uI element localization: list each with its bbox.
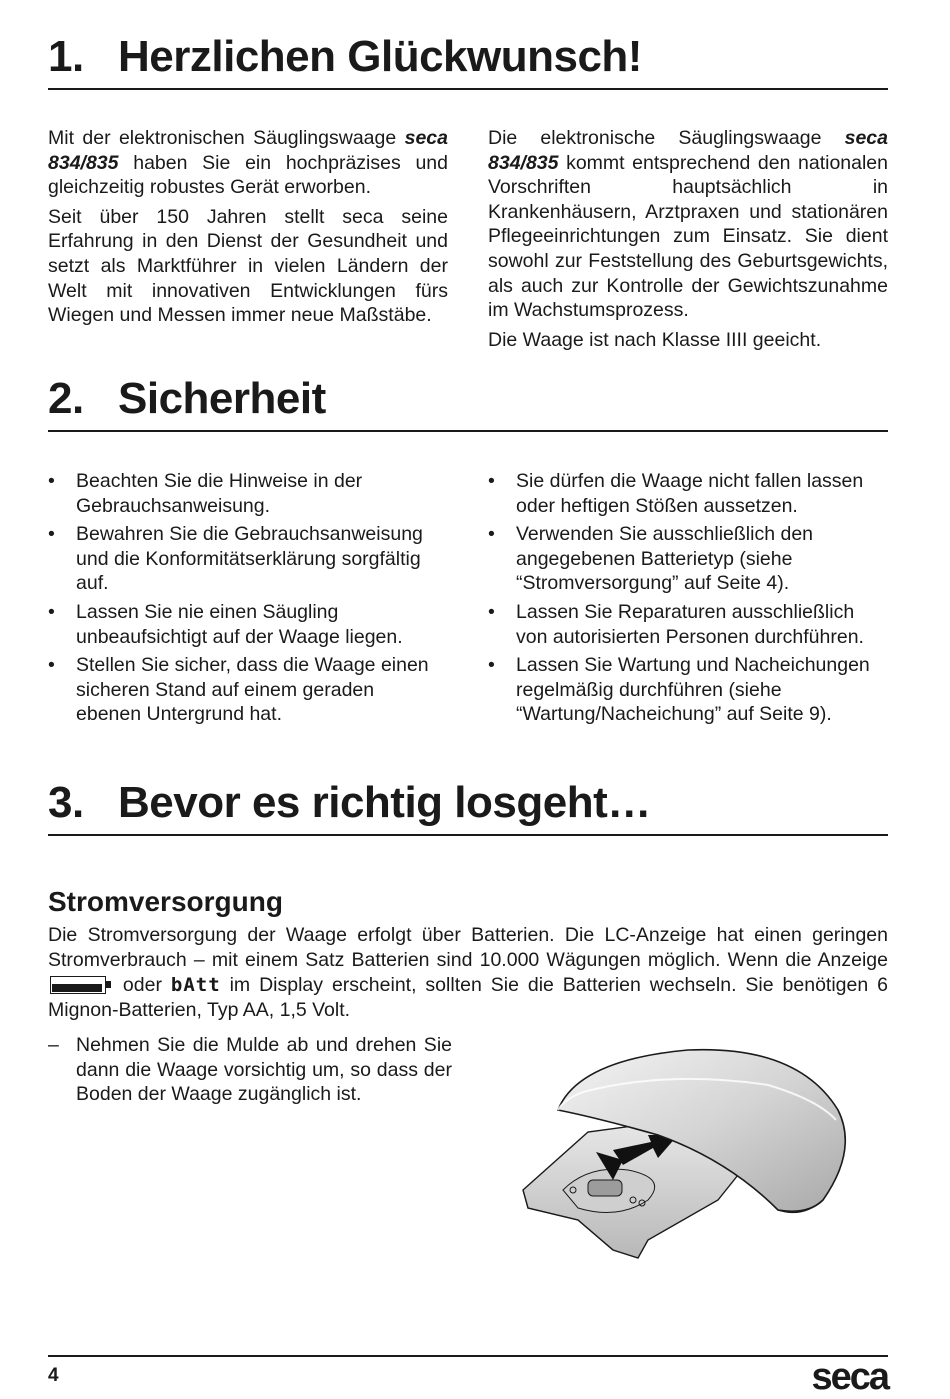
list-item <box>48 469 444 518</box>
list-item <box>48 653 444 727</box>
section-3-rule <box>48 834 888 836</box>
section-1-heading <box>48 32 888 82</box>
list-item-text: Lassen Sie Wartung und Nacheichungen regelmäßig durchführen (siehe “Wartung/Nacheichung” auf Seite 9). <box>516 654 870 726</box>
intro-p1-text-b: haben Sie ein hochpräzises und gleichzeitig robustes Gerät erworben. <box>48 151 448 199</box>
section-2-number: 2. <box>48 374 84 423</box>
list-item <box>488 653 888 727</box>
brand-name: seca 834/835 <box>488 127 888 174</box>
list-item-text: Lassen Sie Reparaturen ausschließlich von autorisierten Personen durchführen. <box>516 600 864 648</box>
bullet-icon: • <box>48 600 55 623</box>
brand-name: seca 834/835 <box>48 127 448 174</box>
list-item <box>48 600 444 649</box>
bullet-icon: • <box>48 470 55 492</box>
footer-rule <box>48 1355 888 1357</box>
lcd-batt-text: bAtt <box>170 974 221 996</box>
dash-icon: – <box>48 1034 59 1056</box>
intro-paragraph-1 <box>48 126 448 200</box>
section-2-heading <box>48 374 888 424</box>
list-item <box>488 469 888 518</box>
intro-p3-text-b: kommt entsprechend den nationalen Vorschriften hauptsächlich in Krankenhäusern, Arztpraxen und stationären Pflegeeinrichtungen zum Einsatz. Sie dient sowohl zur Feststellung des Geburtsgewichts, als auch zur Kontrolle der Gewichtszunahme im Wachstumsprozess. <box>488 151 888 322</box>
intro-paragraph-2 <box>48 205 448 328</box>
list-item <box>488 522 888 596</box>
list-item-text: Beachten Sie die Hinweise in der Gebrauchsanweisung. <box>76 470 363 517</box>
safety-list-right <box>488 469 888 727</box>
intro-paragraph-4 <box>488 328 888 353</box>
section-1-rule <box>48 88 888 90</box>
bullet-icon: • <box>48 523 55 546</box>
list-item-text: Verwenden Sie ausschließlich den angegebenen Batterietyp (siehe “Stromversorgung” auf Seite 4). <box>516 523 814 595</box>
intro-p1-text-a: Mit der elektronischen Säuglingswaage <box>48 127 405 149</box>
scale-illustration <box>518 1040 888 1260</box>
step-text: Nehmen Sie die Mulde ab und drehen Sie dann die Waage vorsichtig um, so dass der Boden der Waage zugänglich ist. <box>76 1034 452 1106</box>
bullet-icon: • <box>488 654 495 677</box>
power-supply-paragraph <box>48 923 888 1023</box>
section-1-number: 1. <box>48 32 84 81</box>
intro-p3-text-a: Die elektronische Säuglingswaage <box>488 127 845 149</box>
section-2-right-column <box>488 469 888 731</box>
intro-p4-text: Die Waage ist nach Klasse IIII geeicht. <box>488 328 822 351</box>
document-page <box>48 0 888 1399</box>
step-item <box>48 1033 452 1107</box>
list-item-text: Sie dürfen die Waage nicht fallen lassen oder heftigen Stößen aussetzen. <box>516 470 864 517</box>
list-item-text: Bewahren Sie die Gebrauchsanweisung und die Konformitätserklärung sorgfältig auf. <box>76 523 423 595</box>
list-item-text: Stellen Sie sicher, dass die Waage einen sicheren Stand auf einem geraden ebenen Untergrund hat. <box>76 654 429 726</box>
list-item <box>48 522 444 596</box>
section-2-rule <box>48 430 888 432</box>
battery-low-icon <box>50 976 112 994</box>
section-1-left-column <box>48 126 448 333</box>
section-3-number: 3. <box>48 778 84 827</box>
bullet-icon: • <box>488 523 495 546</box>
subheading-stromversorgung: Stromversorgung <box>48 886 283 917</box>
list-item <box>488 600 888 649</box>
bullet-icon: • <box>488 600 495 623</box>
section-3-title: Bevor es richtig losgeht… <box>118 778 651 827</box>
bullet-icon: • <box>488 470 495 492</box>
section-2-left-column <box>48 469 444 731</box>
intro-p2-text: Seit über 150 Jahren stellt seca seine Erfahrung in den Dienst der Gesundheit und setzt als Marktführer in vielen Ländern der Welt mit innovativen Entwicklungen fürs Wiegen und Messen immer neue Maßstäbe. <box>48 205 448 327</box>
power-text-b: oder <box>114 974 171 996</box>
page-number: 4 <box>48 1365 59 1386</box>
section-1-title: Herzlichen Glückwunsch! <box>118 32 642 81</box>
section-3-heading <box>48 778 888 828</box>
list-item-text: Lassen Sie nie einen Säugling unbeaufsichtigt auf der Waage liegen. <box>76 600 403 648</box>
power-text-a: Die Stromversorgung der Waage erfolgt über Batterien. Die LC-Anzeige hat einen geringen Stromverbrauch – mit einem Satz Batterien sind 10.000 Wägungen möglich. Wenn die Anzeige <box>48 924 888 971</box>
section-1-right-column <box>488 126 888 357</box>
bullet-icon: • <box>48 654 55 677</box>
power-text-c: im Display erscheint, sollten Sie die Batterien wechseln. Sie benötigen 6 Mignon-Batterien, Typ AA, 1,5 Volt. <box>48 974 888 1021</box>
section-2-title: Sicherheit <box>118 374 326 423</box>
seca-logo: seca <box>811 1356 888 1398</box>
intro-paragraph-3 <box>488 126 888 323</box>
safety-list-left <box>48 469 444 727</box>
